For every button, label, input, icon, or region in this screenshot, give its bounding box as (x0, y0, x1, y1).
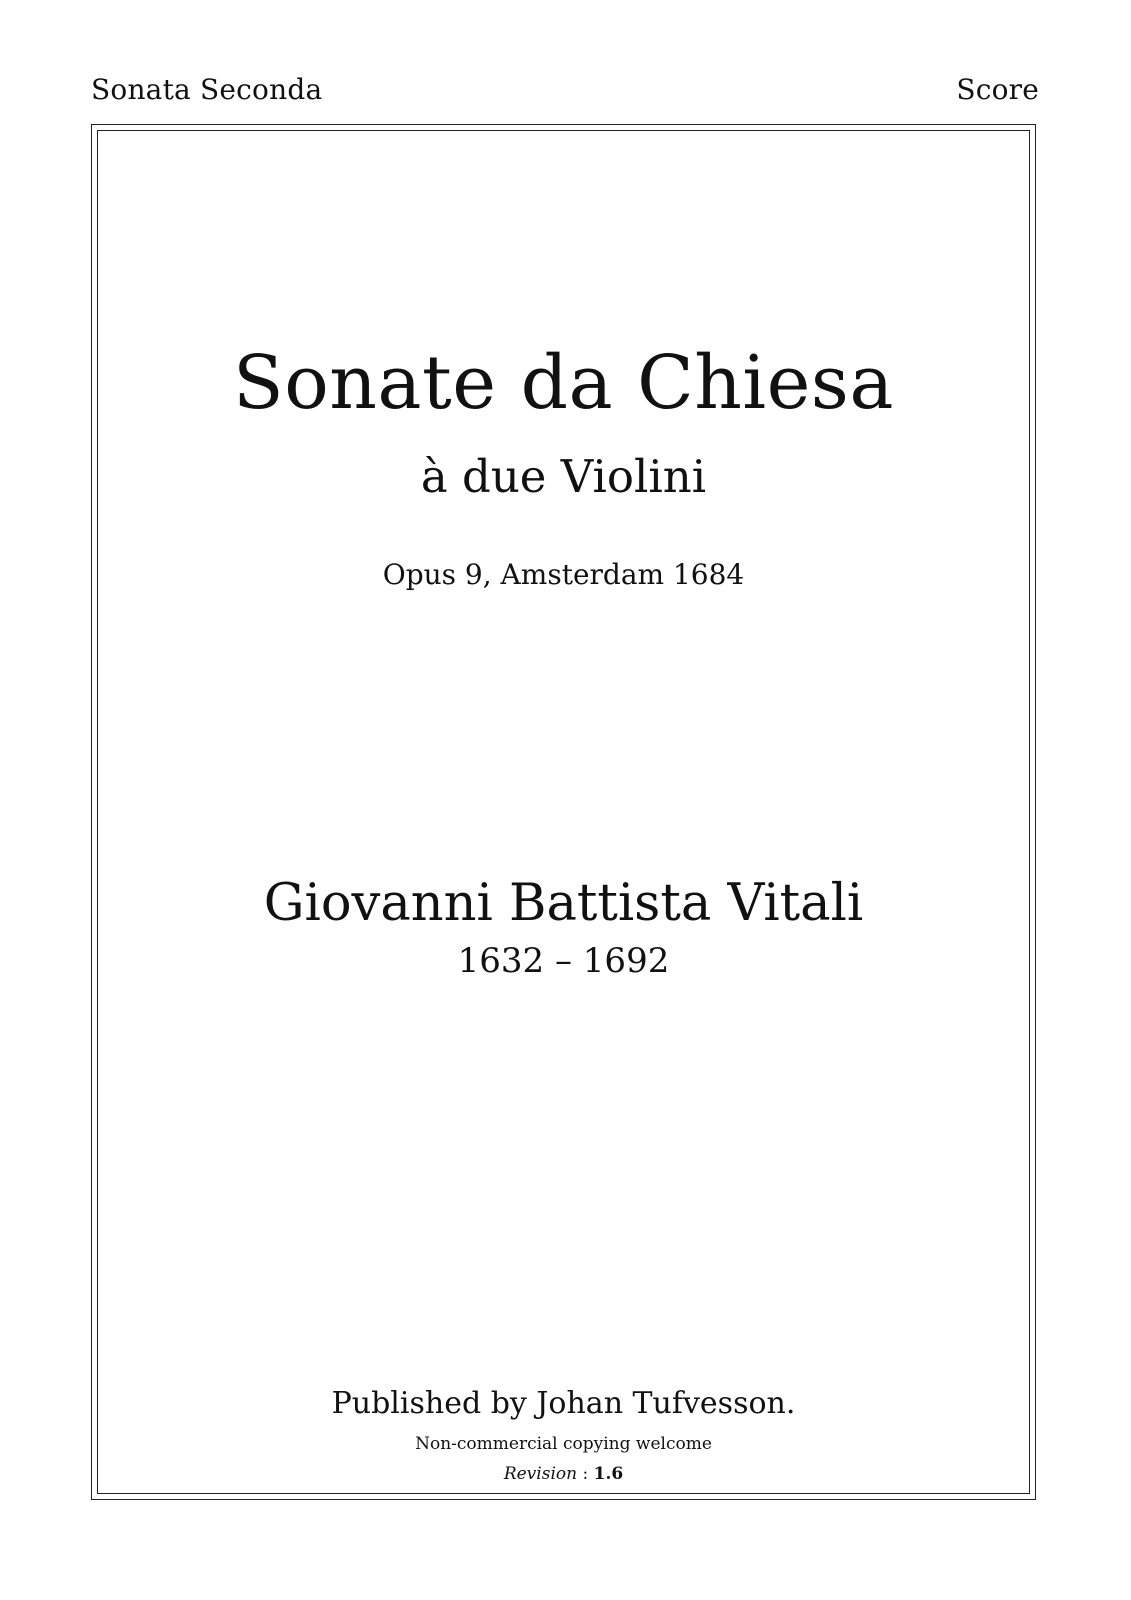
revision-separator: : (577, 1464, 594, 1484)
opus-info: Opus 9, Amsterdam 1684 (382, 558, 745, 591)
composer-lifespan: 1632 – 1692 (457, 941, 670, 981)
header-right: Score (956, 73, 1039, 106)
header-left: Sonata Seconda (91, 73, 323, 106)
revision-line (91, 1466, 1036, 1483)
work-title: Sonate da Chiesa (233, 340, 894, 426)
work-subtitle: à due Violini (420, 450, 707, 503)
revision-label: Revision (503, 1464, 578, 1484)
page-frame (91, 124, 1036, 1500)
copying-notice: Non-commercial copying welcome (415, 1434, 712, 1454)
revision-value: 1.6 (593, 1464, 624, 1484)
publisher-line: Published by Johan Tufvesson. (331, 1386, 796, 1421)
page-frame-inner (97, 130, 1030, 1494)
composer-name: Giovanni Battista Vitali (263, 874, 864, 933)
